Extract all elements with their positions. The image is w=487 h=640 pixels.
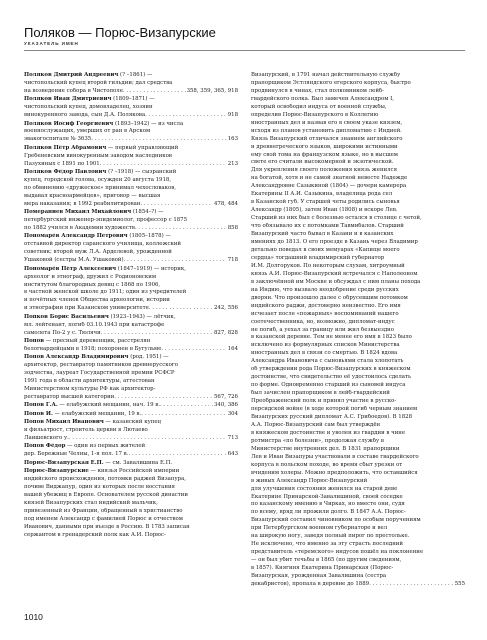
page-number: 1010 <box>24 612 43 622</box>
entry-text: продвинулся в чинах, стал полковником лейб- <box>251 87 384 94</box>
entry-text: что обязывало их с потомками Тавмибалов. Старший <box>251 223 404 230</box>
page-references: 718 <box>227 257 238 264</box>
entry-text: исключено из формулярных списков Министерства <box>251 342 400 349</box>
entry-text: Пазухиных с 1891 по 1901 <box>24 160 100 167</box>
entry-text: (1847–1919) — историк, <box>116 265 186 272</box>
index-entry <box>24 354 238 402</box>
entry-text: (1923–1943) — лётчик, <box>108 313 176 320</box>
page-references: 567, 726 <box>213 394 238 401</box>
entry-text: сержантом в гренадерский полк как А.И. Порюс- <box>24 531 166 538</box>
entry-text: (1854–?) — <box>131 209 164 216</box>
entry-text: представитель «теремского» индусов пошёл на поклонение <box>251 549 424 556</box>
entry-text: на богатой, хотя и не самой знатной невесте Надежде <box>251 175 408 182</box>
leader-dots <box>161 346 226 354</box>
index-columns <box>24 72 465 589</box>
entry-text: — пресный деревенщик, расстрелян <box>43 337 151 344</box>
entry-text: И.М. Долгоруков. По некоторым слухам, хитроумный <box>251 262 405 269</box>
entry-text: Александра Ивановича с сыновьями стала хлопотать <box>251 358 404 365</box>
header-rule <box>24 50 465 51</box>
leader-dots <box>145 112 227 120</box>
entry-text: (? –1918) — сызранский <box>106 169 177 175</box>
entry-text: Министерством культуры РФ как архитектор- <box>24 386 156 393</box>
entry-text: достоинстве, что свидетельство её удостоилось сделать <box>251 374 411 381</box>
entry-text: в казанской деревне. Тем не менее его имя в 1823 было <box>251 334 412 341</box>
entry-text: соотечественника, но, возможно, дипломат-индус <box>251 318 395 325</box>
entry-text: Александровне Сазыкиной (1804) — дочери камерера <box>251 183 407 190</box>
entry-text: советник; второй муж Л.А. Арделевой, урожденной <box>24 249 172 256</box>
entry-text: при Петербургском военном губернаторе и вел <box>251 525 388 532</box>
entry-name: Поляков Иван Дмитриевич <box>24 96 112 103</box>
entry-text: (1809–1871) — <box>111 96 155 103</box>
entry-text: в княжеском достоинстве и уволен из гвардии в чине <box>251 429 406 436</box>
entry-text: Иванович, данными при въезде в Россию. В 1783 записан <box>24 523 190 530</box>
entry-text: почиве Виджапур, один из которых после восстания <box>24 483 175 490</box>
entry-text: институтом благородных девиц с 1868 по 1906, <box>24 281 161 288</box>
index-entry <box>24 402 238 410</box>
entry-text: Лаишевского у. <box>24 434 69 441</box>
entry-name: Попов Михаил Иванович <box>24 419 104 426</box>
entry-text: для улучшения состояния женился на старой деве <box>251 485 398 492</box>
page-references: 340, 386 <box>213 402 238 409</box>
index-entry <box>24 169 238 209</box>
entry-text: петербургский инженер-эпидемиолог, профессор с 1875 <box>24 217 188 224</box>
entry-text: прапорщиком Эстляндского егерского корпуса, быстро <box>251 79 411 86</box>
entry-text: по обвинению «дружеское» принимал чехословаков, <box>24 184 176 191</box>
entry-text: определив Порюс-Визапурского в Коллегию <box>251 111 379 118</box>
entry-text: по форме. Одновременно старший из сыновей индуса <box>251 382 406 389</box>
leader-dots <box>101 330 213 338</box>
entry-text: Александр (1805), затем Иван (1808) и вскоре Лев. <box>251 207 398 214</box>
entry-text: дворян. Что произошло далее с обрусевшим потомком <box>251 294 408 301</box>
index-entry <box>24 419 238 443</box>
entry-text: (1805–1878) — <box>127 233 171 240</box>
entry-name: Попов <box>24 337 44 344</box>
entry-text: эвакогоспитале № 3635 <box>24 136 92 143</box>
page-references: 358, 359, 365, 918 <box>186 87 238 94</box>
entry-name: Попов И. <box>24 410 53 417</box>
entry-text: привезенный из Франции, обращенный в христианство <box>24 507 183 514</box>
page-references: 164 <box>227 345 238 352</box>
entry-text: сердца» тогдашний владимирский губернатор <box>251 254 385 261</box>
entry-text: мера наказания; в 1992 реабилитирован <box>24 200 141 207</box>
leader-dots <box>100 161 227 169</box>
entry-text: Министерстве внутренних дел. В 1831 прапорщики <box>251 445 400 452</box>
entry-text: иностранных дел в связи со смертью. В 1824 вдова <box>251 350 398 357</box>
leader-dots <box>369 581 454 589</box>
entry-name: Поляков Иосиф Георгиевич <box>24 120 114 127</box>
page-references: 163 <box>227 136 238 143</box>
entry-text: об утверждении рода Порюс-Визапурских в княжеском <box>251 366 411 373</box>
index-entry <box>24 145 238 169</box>
index-entry <box>24 266 238 314</box>
index-entry <box>24 460 238 468</box>
entry-text: Не исключено, что именно за эту страсть последний <box>251 541 403 548</box>
entry-text: исходя из планов установить дипломатию с Индией. <box>251 127 402 134</box>
entry-name: Пономарёв Пётр Алексеевич <box>24 265 117 272</box>
header-subtitle: УКАЗАТЕЛЬ ИМЕН <box>24 41 79 46</box>
entry-text: реставратор высшей категории <box>24 394 115 401</box>
index-entry <box>24 314 238 338</box>
page-references: 555 <box>454 581 465 587</box>
entry-text: иностранных дел и назвав его в своем указе князем, <box>251 119 403 126</box>
entry-text: свете его считали высокомерной и экзотической. <box>251 159 394 166</box>
entry-text: в Казанской губ. У старшей четы родились сыновья <box>251 199 400 206</box>
entry-text: — см. Завалишина Е.П. <box>103 459 173 466</box>
page-references: 918 <box>227 112 238 119</box>
header-title: Поляков — Порюс-Визапурские <box>24 25 216 40</box>
entry-text: Визапурский часто бывал в Казани и в казанских <box>251 231 394 238</box>
entry-text: индийского раджи, достоверно неизвестно. Его имя <box>251 302 401 309</box>
entry-text: ему свой тома на французском языке, но в высшем <box>251 151 398 158</box>
entry-text: чистопольский купец, домовладелец, хозяин <box>24 104 153 111</box>
index-entry <box>24 468 238 540</box>
entry-text: купец, городской голова, осужден 20 августа 1918, <box>24 176 172 183</box>
entry-text: отставной директор саранского училища, коллежский <box>24 241 182 248</box>
entry-text: Екатерине Принарской-Завалишиной, своей соседке <box>251 493 403 500</box>
index-entry <box>24 209 238 233</box>
index-entry <box>24 121 238 145</box>
entry-text: на широкую ногу, заведя полный пирог по престольке. <box>251 533 410 540</box>
right-column <box>251 72 465 589</box>
entry-text: исчезает после «пожарных» воспоминаний нашего <box>251 310 399 317</box>
entry-text: князей Визапурских стал индийский мальчик, <box>24 499 158 506</box>
leader-dots <box>114 394 213 402</box>
entry-text: который освободил индуса от военной службы, <box>251 103 387 110</box>
entry-text: 1991 года в области архитектуры, аттестован <box>24 378 155 385</box>
page-references: 643 <box>227 451 238 458</box>
page-references: 858 <box>227 225 238 232</box>
entry-text: археолог и этнограф, дружил с Родионовским <box>24 273 157 280</box>
entry-text: выдавал красноармейцев», приговор — высшая <box>24 192 161 199</box>
page-references: 478, 484 <box>213 200 238 207</box>
entry-text: — елабужский мещанин, 19 в. <box>52 410 142 417</box>
entry-name: Поляков Пётр Абрамович <box>24 144 107 151</box>
entry-text: персидской войне (в ходе которой погиб черным знанием <box>251 406 418 413</box>
leader-dots <box>128 451 226 459</box>
entry-text: декабристов), пропала в деревне до 1889 <box>251 581 370 587</box>
entry-text: — он был убит течьбы в 1865 (по другим сведениям, <box>251 557 402 564</box>
entry-text: был зачислен прапорщиком в лейб-гвардейский <box>251 390 390 397</box>
leader-dots <box>149 305 213 313</box>
entry-text: под именем Александр с фамилией Порюс и отчеством <box>24 515 183 522</box>
leader-dots <box>140 201 213 209</box>
left-column <box>24 72 238 589</box>
entry-text: корпуса в польском походе, во время сбыт урезки от <box>251 461 403 468</box>
entry-text: и фильатрост, строитель церкви в Лютаево <box>24 427 148 434</box>
entry-text: в 1857). Княгиня Екатерина Принарская (Порюс- <box>251 565 394 572</box>
page-references: 827, 828 <box>213 329 238 336</box>
entry-text: (1893–1942) — из числа <box>113 120 184 127</box>
entry-text: на возведение собора в Чистополе <box>24 87 123 94</box>
entry-text: мл. лейтенант, погиб 03.10.1943 при катастрофе <box>24 321 165 328</box>
leader-dots <box>124 257 227 265</box>
page-references: 242, 556 <box>213 305 238 312</box>
entry-text: Визапурский, в 1791 начал действительную службу <box>251 72 401 78</box>
entry-name: Помераниев Михаил Михайлович <box>24 209 132 216</box>
entry-text: — князья Российской империи <box>88 467 180 474</box>
index-entry <box>24 96 238 120</box>
entry-text: (род. 1951) — <box>128 354 169 361</box>
index-entry <box>24 338 238 354</box>
entry-text: и этнографии при Казанском университете <box>24 305 149 312</box>
entry-text: по казанскому имению в Чирках, но вместе они, судя <box>251 501 405 508</box>
entry-text: и древнегреческого языков, широкими истинными <box>251 143 398 150</box>
entry-text: индийского происхождения, потомки раджей Визапура, <box>24 475 187 482</box>
entry-name: Попов Александр Владимирович <box>24 354 129 361</box>
entry-text: Визапурских русский дипломат А.С. Грибоедов). В 1828 <box>251 413 413 420</box>
entry-text: Старший из них был с болезнью остался в столице с четой, <box>251 215 422 222</box>
entry-text: Ушаковой (сестры М.А. Ушаковой) <box>24 257 124 264</box>
leader-dots <box>91 136 226 144</box>
leader-dots <box>123 88 186 96</box>
index-entry <box>24 411 238 419</box>
page-references: 304 <box>227 410 238 417</box>
entry-text: — один из первых жителей <box>65 443 146 450</box>
entry-text: на Индию, что вызвало неодобрение среди русских <box>251 286 399 293</box>
index-entry <box>24 233 238 265</box>
entry-text: зодчества, лауреат Государственной премии РСФСР <box>24 370 175 377</box>
entry-text: — казанский купец <box>103 419 161 426</box>
entry-text: Для укрепления своего положения князь женился <box>251 167 397 174</box>
entry-name: Попов Фёдор <box>24 443 66 450</box>
entry-name: Попов Г.А. <box>24 402 58 409</box>
entry-text: не погиб, а уехал за границу или жил безвыездно <box>251 326 395 333</box>
entry-text: Преображенский полк и принял участие в русско- <box>251 398 397 405</box>
entry-name: Порюс-Визапурская Е.П. <box>24 459 104 466</box>
entry-name: Пономарёв Александр Петрович <box>24 233 128 240</box>
entry-text: Гребеневским винокуренным заводом наследников <box>24 152 172 159</box>
entry-text: имениях до 1813. О его проезде в Казань через Владимир <box>251 239 418 246</box>
entry-text: А.А. Порюс-Визапурский сам был утверждён <box>251 421 381 428</box>
entry-text: ротмистра «по болезни», продолжая службу в <box>251 437 384 444</box>
entry-name: Порюс-Визапурские <box>24 467 89 474</box>
leader-dots <box>141 411 226 419</box>
entry-text: в заключённой им Москве и обсуждал с ним планы похода <box>251 278 421 285</box>
entry-text: и почётных членов Общества археологии, истории <box>24 297 170 304</box>
entry-text: по всему, вряд ли прожили долго. В 1847 А.А. Порюс- <box>251 509 406 516</box>
entry-text: — первый управляющий <box>106 144 179 151</box>
entry-text: Визапурская, урожденная Завалишина (сестра <box>251 573 387 580</box>
leader-dots <box>69 435 227 443</box>
entry-text: в живых Александр Порюс-Визапурский <box>251 477 368 484</box>
entry-text: дер. Бережные Челны, 1-я пол. 17 в. <box>24 451 129 458</box>
entry-text: Екатерины II А.И. Сазыкина, владелица рода сел <box>251 191 393 198</box>
entry-text: Визапурский составил чиновником по особым поручениям <box>251 517 421 524</box>
entry-text: Лев и Иван Визапуры участвовали в составе гвардейского <box>251 453 419 460</box>
entry-text: — елабужский мещанин, нач. 19 в. <box>57 402 160 409</box>
entry-text: в частной женской школе до 1911; один из учредителей <box>24 289 187 296</box>
entry-name: Поляков Дмитрий Андреевич <box>24 72 119 78</box>
entry-text: винокуренного завода, сын Д.А. Полякова <box>24 112 146 119</box>
entry-text: архитектор, реставратор памятников древнерусского <box>24 362 178 369</box>
leader-dots <box>135 225 227 233</box>
entry-text: чистопольский купец второй гильдии; дал средства <box>24 79 173 86</box>
entry-text: детально поведал в своих мемуарах «Капище моего <box>251 246 400 253</box>
entry-text: военнослужащих, умерших от ран в Арском <box>24 128 151 135</box>
entry-text: самолета По-2 у с. Тюлячи <box>24 329 101 336</box>
entry-text: вашей убежищ в Европе. Основателем русской династии <box>24 491 188 498</box>
entry-text: вчиденим холеры. Можно предположить, что оставшийся <box>251 469 418 476</box>
index-entry <box>24 443 238 459</box>
entry-text: (? –1861) — <box>118 72 153 78</box>
page-references: 213 <box>227 160 238 167</box>
page-references: 713 <box>227 434 238 441</box>
running-header <box>24 26 465 51</box>
entry-text: белогвардейцами в 1918; похоронен в Бугульме <box>24 345 162 352</box>
entry-name: Поляков Фёдор Павлович <box>24 169 107 175</box>
leader-dots <box>160 402 213 410</box>
entry-text: гвардейского полка. Был замечен Александром I, <box>251 95 394 102</box>
entry-text: по 1882 учился в Академии художеств <box>24 225 135 232</box>
entry-text: князь А.И. Порюс-Визапурский встречался с Наполеоном <box>251 270 418 277</box>
index-entry <box>24 72 238 96</box>
entry-name: Попков Борис Васильевич <box>24 313 109 320</box>
entry-text: Князь Визапурский отличался знанием английского <box>251 135 403 142</box>
